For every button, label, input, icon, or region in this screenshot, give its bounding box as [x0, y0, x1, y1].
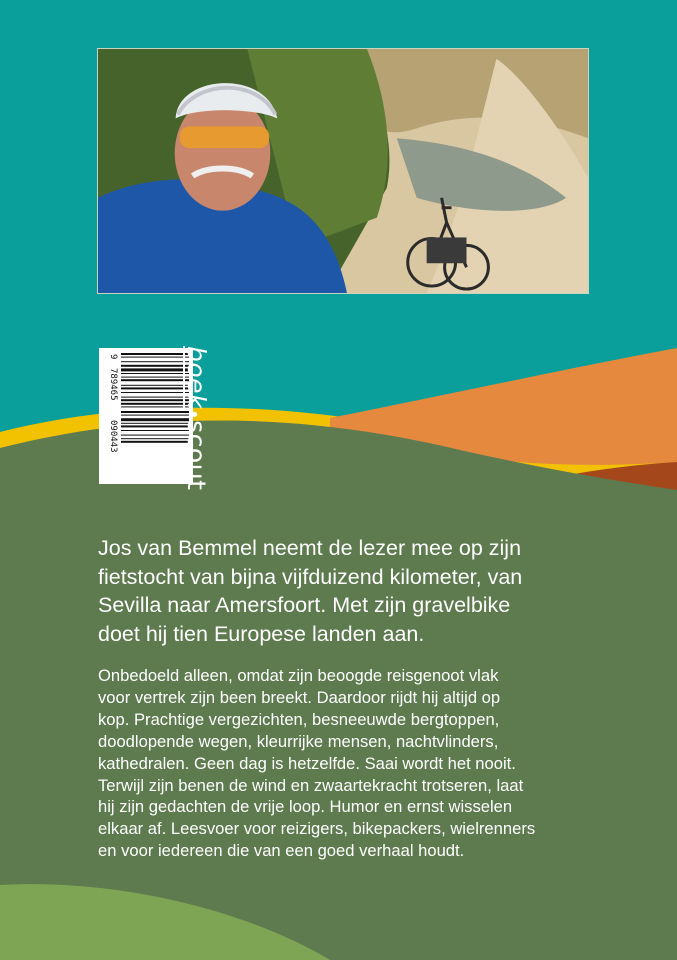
lead-line: Sevilla naar Amersfoort. Met zijn gravelbike: [98, 593, 511, 617]
publisher-name-prefix: boek: [182, 346, 211, 410]
body-line: kathedralen. Geen dag is hetzelfde. Saai wordt het nooit.: [98, 753, 516, 773]
lead-line: fietstocht van bijna vijfduizend kilometer, van: [98, 564, 523, 589]
cyclist-selfie-photo: [98, 49, 588, 293]
body-line: Onbedoeld alleen, omdat zijn beoogde reisgenoot vlak: [98, 666, 499, 685]
barcode-digits-group-1: 789465: [108, 368, 118, 401]
body-line: kop. Prachtige vergezichten, besneeuwde bergtoppen,: [98, 709, 500, 729]
body-line: elkaar af. Leesvoer voor reizigers, bikepackers, wielrenners: [98, 819, 536, 839]
author-photo: [97, 48, 589, 294]
body-line: Terwijl zijn benen de wind en zwaartekracht trotseren, laat: [98, 775, 524, 795]
body-line: voor vertrek zijn been breekt. Daardoor rijdt hij altijd op: [98, 687, 501, 707]
blurb-lead: [98, 534, 638, 648]
barcode-digit-prefix: 9: [108, 354, 118, 360]
lead-line: Jos van Bemmel neemt de lezer mee op zijn: [98, 536, 522, 560]
publisher-name-suffix: scout: [182, 420, 211, 491]
publisher-logo: [182, 346, 228, 491]
blurb-body: [98, 665, 638, 862]
publisher-name-separator: •: [183, 409, 204, 421]
body-line: doodlopende wegen, kleurrijke mensen, nachtvlinders,: [98, 731, 499, 751]
body-line: hij zijn gedachten de vrije loop. Humor en ernst wisselen: [98, 797, 513, 817]
body-line: en voor iedereen die van een goed verhaal houdt.: [98, 841, 465, 861]
barcode-digits-group-2: 090443: [108, 420, 118, 453]
lead-line: doet hij tien Europese landen aan.: [98, 621, 425, 646]
